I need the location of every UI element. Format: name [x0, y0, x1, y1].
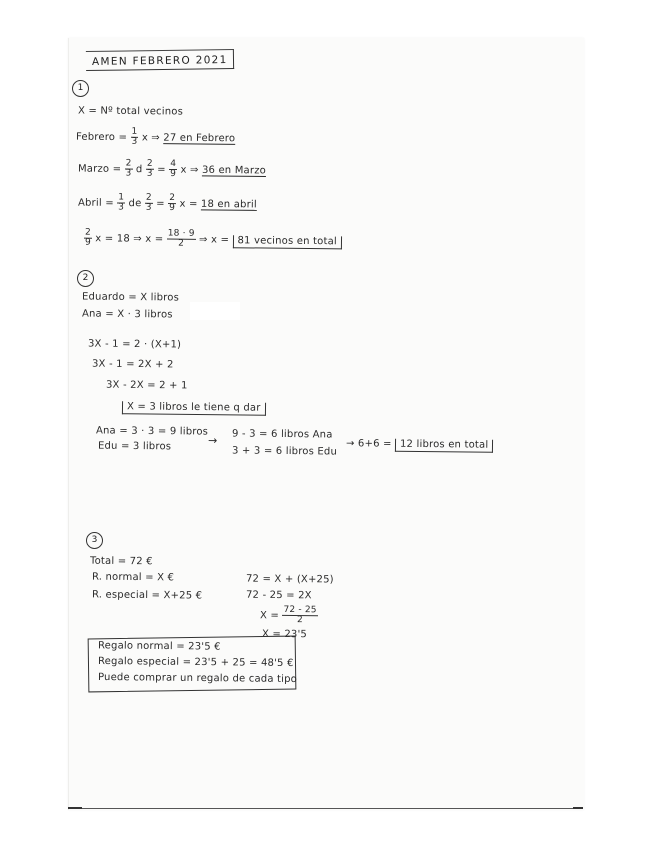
q2-sum — [346, 438, 493, 451]
q1-marzo-result: 36 en Marzo — [201, 164, 267, 177]
q2-equation-4 — [122, 401, 266, 414]
q1-marzo-de: d — [135, 164, 143, 176]
q1-marzo-line — [78, 159, 266, 180]
question-3-number: 3 — [86, 532, 103, 549]
q2-equation-1: 3X - 1 = 2 · (X+1) — [87, 338, 182, 351]
q1-febrero-line — [76, 127, 235, 148]
q1-abril-fraction-3: $\frac{2}{9}$ — [169, 193, 176, 214]
q1-febrero-label: Febrero = — [75, 131, 128, 144]
q1-solve-arrow: ⇒ x = — [199, 234, 230, 246]
q1-marzo-label: Marzo = — [77, 163, 122, 175]
q3-especial: R. especial = X+25 € — [91, 589, 203, 602]
q1-solve-fraction-2: $\frac{18 \cdot 9}{2}$ — [167, 228, 195, 249]
paper-sheet — [68, 38, 584, 810]
q2-equation-2: 3X - 1 = 2X + 2 — [91, 358, 174, 371]
q1-abril-line — [78, 193, 257, 214]
q2-edu-after: 3 + 3 = 6 libros Edu — [231, 445, 338, 458]
q2-arrow: → — [207, 433, 218, 448]
q3-equation-4: X = 23'5 — [261, 628, 308, 641]
q1-marzo-tail: x ⇒ — [180, 164, 199, 176]
q3-equation-3 — [260, 606, 318, 626]
q3-equation-3-left: X = — [259, 610, 280, 622]
q1-answer-box: 81 vecinos en total — [232, 235, 342, 249]
q1-abril-tail: x = — [179, 198, 198, 210]
q2-equation-3: 3X - 2X = 2 + 1 — [105, 379, 188, 392]
q1-solve-line — [84, 229, 342, 251]
question-2-number: 2 — [77, 270, 94, 287]
q1-solve-mid: x = 18 ⇒ x = — [95, 233, 164, 245]
q1-abril-result: 18 en abril — [200, 198, 257, 211]
paper-corner-mark-left — [68, 807, 82, 809]
question-1-number: 1 — [72, 80, 89, 97]
q1-febrero-result: 27 en Febrero — [163, 132, 236, 145]
q1-marzo-fraction-1: $\frac{2}{3}$ — [125, 158, 132, 179]
q1-abril-fraction-1: $\frac{1}{3}$ — [118, 192, 125, 213]
q3-answer-line-3: Puede comprar un regalo de cada tipo — [97, 671, 298, 686]
q1-definition: X = Nº total vecinos — [77, 105, 184, 118]
q3-equation-3-fraction: $\frac{72 - 25}{2}$ — [283, 604, 317, 626]
q1-solve-fraction-1: $\frac{2}{9}$ — [84, 227, 92, 248]
q3-equation-2: 72 - 25 = 2X — [245, 589, 312, 602]
q2-ana-calc: Ana = 3 · 3 = 9 libros — [95, 425, 209, 438]
q2-answer-box: 12 libros en total — [395, 439, 493, 453]
q2-ana: Ana = X · 3 libros — [81, 308, 173, 321]
q2-ana-after: 9 - 3 = 6 libros Ana — [231, 428, 333, 441]
q1-marzo-fraction-3: $\frac{4}{9}$ — [170, 158, 177, 180]
eraser-smudge — [190, 302, 240, 320]
q1-febrero-fraction: $\frac{1}{3}$ — [131, 126, 138, 147]
q1-abril-de: de — [128, 198, 142, 210]
q3-equation-1: 72 = X + (X+25) — [245, 573, 334, 586]
q2-sum-label: → 6+6 = — [345, 438, 392, 450]
q1-febrero-tail: x ⇒ — [141, 132, 160, 144]
paper-bottom-edge — [70, 808, 582, 809]
exam-title: AMEN FEBRERO 2021 — [86, 49, 234, 71]
q2-edu-calc: Edu = 3 libros — [97, 440, 172, 453]
paper-corner-mark-right — [573, 807, 583, 809]
q1-marzo-fraction-2: $\frac{2}{3}$ — [146, 158, 153, 179]
q1-abril-fraction-2: $\frac{2}{3}$ — [145, 192, 152, 213]
q1-abril-eq: = — [156, 198, 165, 210]
q3-answer-line-1: Regalo normal = 23'5 € — [97, 640, 221, 653]
q3-normal: R. normal = X € — [91, 571, 175, 584]
q2-eduardo: Eduardo = X libros — [81, 291, 180, 304]
q1-abril-label: Abril = — [77, 197, 114, 209]
q3-total: Total = 72 € — [89, 555, 153, 568]
q2-x-result-box: X = 3 libros le tiene q dar — [122, 401, 266, 416]
q1-marzo-eq: = — [157, 164, 166, 176]
q3-answer-line-2: Regalo especial = 23'5 + 25 = 48'5 € — [97, 655, 294, 670]
